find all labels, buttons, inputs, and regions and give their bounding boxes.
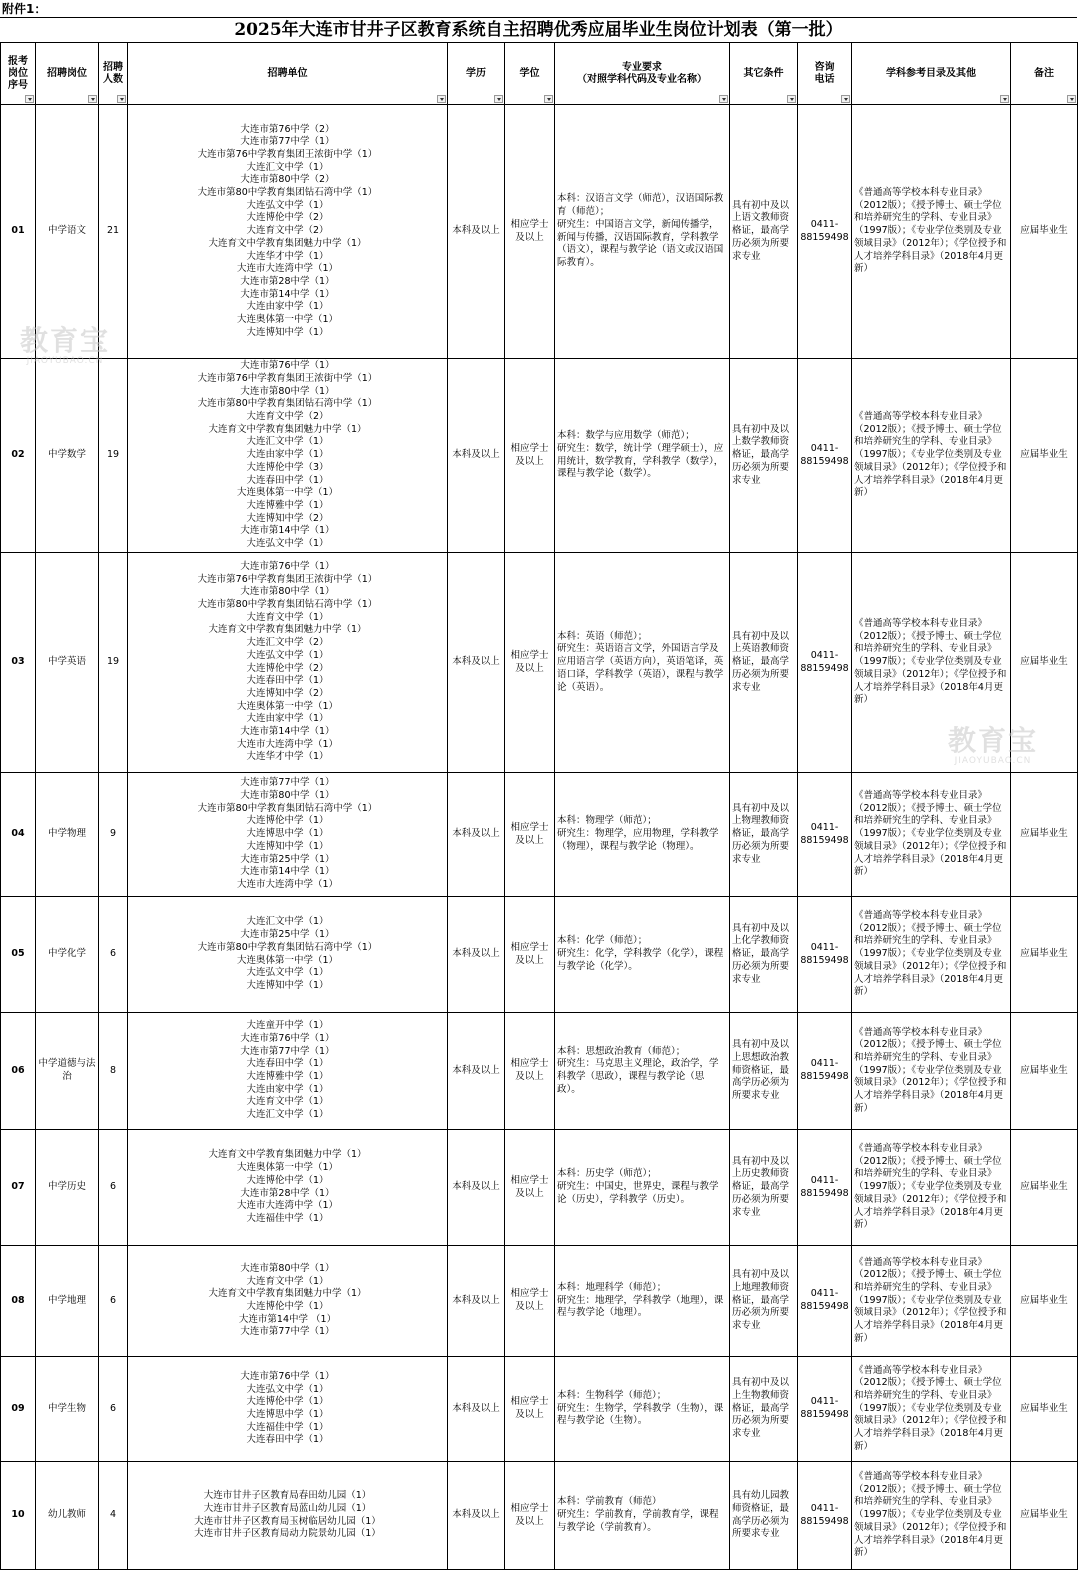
- cell-major: 本科：学前教育（师范） 研究生：学前教育，学前教育学，课程与教学论（学前教育）。: [555, 1462, 730, 1570]
- cell-education: 本科及以上: [448, 1357, 505, 1462]
- cell-post: 中学道德与法治: [36, 1013, 99, 1130]
- cell-phone: 0411-88159498: [798, 773, 852, 897]
- cell-remark: 应届毕业生: [1011, 1013, 1078, 1130]
- unit-item: 大连市甘井子区教育局春田幼儿园（1）: [203, 1490, 372, 1502]
- cell-degree: 相应学士及以上: [505, 1013, 555, 1130]
- unit-item: 大连汇文中学（1）: [246, 1109, 329, 1121]
- table-row: [1, 553, 1078, 773]
- unit-item: 大连福佳中学（1）: [246, 1421, 329, 1433]
- cell-units: [128, 1246, 448, 1357]
- cell-other: 具有幼儿园教师资格证，最高学历必须为所要求专业: [730, 1462, 798, 1570]
- cell-units: [128, 1013, 448, 1130]
- cell-remark: 应届毕业生: [1011, 553, 1078, 773]
- header-seq-text: 报考 岗位 序号: [8, 55, 28, 91]
- unit-item: 大连市第76中学（2）: [240, 123, 335, 135]
- watermark-brand: 教育宝: [20, 324, 111, 357]
- unit-item: 大连奥体第一中学（1）: [236, 314, 339, 326]
- cell-other: 具有初中及以上思想政治教师资格证，最高学历必须为所要求专业: [730, 1013, 798, 1130]
- unit-item: 大连汇文中学（1）: [246, 916, 329, 928]
- unit-item: 大连市第76中学教育集团王浓街中学（1）: [197, 148, 378, 160]
- header-remark-text: 备注: [1034, 67, 1054, 79]
- header-count: [99, 43, 128, 105]
- unit-item: 大连市第14中学（1）: [240, 726, 335, 738]
- cell-degree: 相应学士及以上: [505, 1357, 555, 1462]
- header-education-text: 学历: [466, 67, 486, 79]
- cell-remark: 应届毕业生: [1011, 1246, 1078, 1357]
- cell-other: 具有初中及以上语文教师资格证，最高学历必须为所要求专业: [730, 105, 798, 359]
- cell-seq: 10: [1, 1462, 36, 1570]
- cell-post: 中学语文: [36, 105, 99, 359]
- cell-other: 具有初中及以上地理教师资格证，最高学历必须为所要求专业: [730, 1246, 798, 1357]
- position-plan-table: [0, 42, 1078, 1570]
- unit-item: 大连市第14中学（1）: [240, 525, 335, 537]
- table-row: [1, 1246, 1078, 1357]
- unit-item: 大连弘文中学（1）: [246, 1383, 329, 1395]
- unit-item: 大连育文中学教育集团魅力中学（1）: [208, 1149, 367, 1161]
- unit-item: 大连弘文中学（1）: [246, 199, 329, 211]
- cell-education: 本科及以上: [448, 897, 505, 1013]
- cell-units: [128, 773, 448, 897]
- cell-count: 19: [99, 553, 128, 773]
- unit-item: 大连由家中学（1）: [246, 1083, 329, 1095]
- unit-item: 大连市第80中学教育集团钻石湾中学（1）: [197, 598, 378, 610]
- unit-item: 大连市第76中学（1）: [240, 1032, 335, 1044]
- unit-item: 大连华才中学（1）: [246, 250, 329, 262]
- unit-item: 大连育文中学教育集团魅力中学（1）: [208, 1288, 367, 1300]
- table-row: [1, 105, 1078, 359]
- table-row: [1, 1013, 1078, 1130]
- cell-other: 具有初中及以上历史教师资格证，最高学历必须为所要求专业: [730, 1130, 798, 1246]
- cell-ref: 《普通高等学校本科专业目录》（2012版）；《授予博士、硕士学位和培养研究生的学科、专业目录》（1997版）；《专业学位类别及专业领域目录》（2012年）；《学位授予和人才培养学科目录》（2018年4月更新）: [852, 897, 1011, 1013]
- unit-item: 大连市甘井子区教育局蓝山幼儿园（1）: [203, 1502, 372, 1514]
- unit-item: 大连奥体第一中学（1）: [236, 700, 339, 712]
- unit-item: 大连博知中学（1）: [246, 326, 329, 338]
- cell-degree: 相应学士及以上: [505, 359, 555, 553]
- cell-remark: 应届毕业生: [1011, 359, 1078, 553]
- cell-other: 具有初中及以上英语教师资格证，最高学历必须为所要求专业: [730, 553, 798, 773]
- cell-ref: 《普通高等学校本科专业目录》（2012版）；《授予博士、硕士学位和培养研究生的学科、专业目录》（1997版）；《专业学位类别及专业领域目录》（2012年）；《学位授予和人才培养学科目录》（2018年4月更新）: [852, 1130, 1011, 1246]
- unit-item: 大连春田中学（1）: [246, 474, 329, 486]
- cell-major: 本科：数学与应用数学（师范）； 研究生：数学，统计学（理学硕士），应用统计，数学教育，学科教学（数学），课程与教学论（数学）。: [555, 359, 730, 553]
- cell-units: [128, 1357, 448, 1462]
- unit-item: 大连弘文中学（1）: [246, 967, 329, 979]
- cell-post: 中学地理: [36, 1246, 99, 1357]
- cell-remark: 应届毕业生: [1011, 1462, 1078, 1570]
- header-phone-text: 咨询 电话: [814, 61, 835, 85]
- page-title: 2025年大连市甘井子区教育系统自主招聘优秀应届毕业生岗位计划表（第一批）: [0, 17, 1077, 43]
- cell-seq: 07: [1, 1130, 36, 1246]
- cell-phone: 0411-88159498: [798, 1462, 852, 1570]
- cell-seq: 04: [1, 773, 36, 897]
- unit-item: 大连博知中学（1）: [246, 840, 329, 852]
- unit-item: 大连博伦中学（1）: [246, 1174, 329, 1186]
- table-row: [1, 359, 1078, 553]
- cell-count: 6: [99, 1130, 128, 1246]
- watermark: [20, 326, 110, 366]
- unit-item: 大连育文中学（2）: [246, 225, 329, 237]
- unit-item: 大连博伦中学（3）: [246, 461, 329, 473]
- cell-count: 6: [99, 1246, 128, 1357]
- cell-major: 本科：汉语言文学（师范），汉语国际教育（师范）； 研究生：中国语言文学，新闻传播学，新闻与传播，汉语国际教育，学科教学（语文），课程与教学论（语文或汉语国际教育）。: [555, 105, 730, 359]
- filter-dropdown-icon[interactable]: [787, 95, 796, 103]
- cell-ref: 《普通高等学校本科专业目录》（2012版）；《授予博士、硕士学位和培养研究生的学科、专业目录》（1997版）；《专业学位类别及专业领域目录》（2012年）；《学位授予和人才培养学科目录》（2018年4月更新）: [852, 1013, 1011, 1130]
- unit-item: 大连市大连湾中学（1）: [236, 878, 339, 890]
- cell-degree: 相应学士及以上: [505, 773, 555, 897]
- filter-dropdown-icon[interactable]: [494, 95, 503, 103]
- unit-item: 大连育文中学（1）: [246, 611, 329, 623]
- cell-education: 本科及以上: [448, 1130, 505, 1246]
- filter-dropdown-icon[interactable]: [117, 95, 126, 103]
- attachment-label: 附件1：: [2, 2, 47, 16]
- table-row: [1, 773, 1078, 897]
- header-ref-text: 学科参考目录及其他: [886, 67, 976, 79]
- cell-ref: 《普通高等学校本科专业目录》（2012版）；《授予博士、硕士学位和培养研究生的学科、专业目录》（1997版）；《专业学位类别及专业领域目录》（2012年）；《学位授予和人才培养学科目录》（2018年4月更新）: [852, 553, 1011, 773]
- unit-item: 大连奥体第一中学（1）: [236, 1162, 339, 1174]
- unit-item: 大连春田中学（1）: [246, 1058, 329, 1070]
- cell-other: 具有初中及以上数学教师资格证，最高学历必须为所要求专业: [730, 359, 798, 553]
- filter-dropdown-icon[interactable]: [437, 95, 446, 103]
- cell-degree: 相应学士及以上: [505, 897, 555, 1013]
- cell-count: 8: [99, 1013, 128, 1130]
- unit-item: 大连市第80中学（1）: [240, 1262, 335, 1274]
- cell-units: [128, 359, 448, 553]
- header-degree-text: 学位: [519, 67, 540, 79]
- cell-remark: 应届毕业生: [1011, 1130, 1078, 1246]
- unit-item: 大连弘文中学（1）: [246, 649, 329, 661]
- cell-units: [128, 1130, 448, 1246]
- unit-item: 大连博知中学（2）: [246, 512, 329, 524]
- cell-major: 本科：生物科学（师范）； 研究生：生物学，学科教学（生物），课程与教学论（生物）。: [555, 1357, 730, 1462]
- header-education: [448, 43, 505, 105]
- cell-phone: 0411-88159498: [798, 553, 852, 773]
- unit-item: 大连市甘井子区教育局动力院景幼儿园（1）: [194, 1528, 381, 1540]
- cell-ref: 《普通高等学校本科专业目录》（2012版）；《授予博士、硕士学位和培养研究生的学科、专业目录》（1997版）；《专业学位类别及专业领域目录》（2012年）；《学位授予和人才培养学科目录》（2018年4月更新）: [852, 105, 1011, 359]
- unit-item: 大连由家中学（1）: [246, 713, 329, 725]
- unit-item: 大连育文中学（2）: [246, 411, 329, 423]
- unit-item: 大连汇文中学（2）: [246, 637, 329, 649]
- cell-seq: 09: [1, 1357, 36, 1462]
- cell-ref: 《普通高等学校本科专业目录》（2012版）；《授予博士、硕士学位和培养研究生的学科、专业目录》（1997版）；《专业学位类别及专业领域目录》（2012年）；《学位授予和人才培养学科目录》（2018年4月更新）: [852, 1462, 1011, 1570]
- unit-item: 大连市第77中学（1）: [240, 1326, 335, 1338]
- header-other: [730, 43, 798, 105]
- unit-item: 大连市甘井子区教育局玉树临居幼儿园（1）: [194, 1515, 381, 1527]
- unit-item: 大连市第76中学（1）: [240, 360, 335, 372]
- unit-item: 大连市第80中学（1）: [240, 586, 335, 598]
- unit-item: 大连市第76中学（1）: [240, 560, 335, 572]
- unit-item: 大连汇文中学（1）: [246, 161, 329, 173]
- header-count-text: 招聘 人数: [103, 61, 123, 85]
- unit-item: 大连市第77中学（1）: [240, 136, 335, 148]
- cell-major: 本科：地理科学（师范）； 研究生：地理学，学科教学（地理），课程与教学论（地理）。: [555, 1246, 730, 1357]
- cell-other: 具有初中及以上生物教师资格证，最高学历必须为所要求专业: [730, 1357, 798, 1462]
- unit-item: 大连育文中学教育集团魅力中学（1）: [208, 237, 367, 249]
- cell-ref: 《普通高等学校本科专业目录》（2012版）；《授予博士、硕士学位和培养研究生的学科、专业目录》（1997版）；《专业学位类别及专业领域目录》（2012年）；《学位授予和人才培养学科目录》（2018年4月更新）: [852, 1357, 1011, 1462]
- cell-education: 本科及以上: [448, 105, 505, 359]
- cell-other: 具有初中及以上物理教师资格证，最高学历必须为所要求专业: [730, 773, 798, 897]
- header-other-text: 其它条件: [743, 67, 784, 79]
- filter-dropdown-icon[interactable]: [544, 95, 553, 103]
- unit-item: 大连博伦中学（1）: [246, 1396, 329, 1408]
- cell-major: 本科：思想政治教育（师范）； 研究生：马克思主义理论，政治学，学科教学（思政），课程与教学论（思政）。: [555, 1013, 730, 1130]
- unit-item: 大连博雅中学（1）: [246, 1071, 329, 1082]
- unit-item: 大连由家中学（1）: [246, 449, 329, 461]
- filter-dropdown-icon[interactable]: [1067, 95, 1076, 103]
- cell-seq: 05: [1, 897, 36, 1013]
- cell-seq: 06: [1, 1013, 36, 1130]
- header-degree: [505, 43, 555, 105]
- cell-phone: 0411-88159498: [798, 1357, 852, 1462]
- cell-major: 本科：历史学（师范）； 研究生：中国史，世界史，课程与教学论（历史），学科教学（历史）。: [555, 1130, 730, 1246]
- cell-count: 6: [99, 1357, 128, 1462]
- cell-ref: 《普通高等学校本科专业目录》（2012版）；《授予博士、硕士学位和培养研究生的学科、专业目录》（1997版）；《专业学位类别及专业领域目录》（2012年）；《学位授予和人才培养学科目录》（2018年4月更新）: [852, 773, 1011, 897]
- unit-item: 大连博知中学（2）: [246, 687, 329, 699]
- cell-education: 本科及以上: [448, 773, 505, 897]
- unit-item: 大连奥体第一中学（1）: [236, 487, 339, 499]
- cell-education: 本科及以上: [448, 1462, 505, 1570]
- cell-post: 中学物理: [36, 773, 99, 897]
- cell-phone: 0411-88159498: [798, 1246, 852, 1357]
- cell-phone: 0411-88159498: [798, 1130, 852, 1246]
- unit-item: 大连市第80中学（2）: [240, 174, 335, 186]
- cell-phone: 0411-88159498: [798, 1013, 852, 1130]
- table-row: [1, 897, 1078, 1013]
- cell-post: 中学生物: [36, 1357, 99, 1462]
- cell-post: 中学化学: [36, 897, 99, 1013]
- unit-item: 大连博伦中学（2）: [246, 662, 329, 674]
- unit-item: 大连市第25中学（1）: [240, 929, 335, 941]
- cell-units: [128, 1462, 448, 1570]
- cell-education: 本科及以上: [448, 553, 505, 773]
- unit-item: 大连春田中学（1）: [246, 675, 329, 687]
- header-phone: [798, 43, 852, 105]
- unit-item: 大连博知中学（1）: [246, 979, 329, 991]
- cell-remark: 应届毕业生: [1011, 105, 1078, 359]
- cell-remark: 应届毕业生: [1011, 773, 1078, 897]
- cell-units: [128, 553, 448, 773]
- filter-dropdown-icon[interactable]: [88, 95, 97, 103]
- unit-item: 大连市第25中学（1）: [240, 853, 335, 865]
- cell-remark: 应届毕业生: [1011, 897, 1078, 1013]
- unit-item: 大连童开中学（1）: [246, 1020, 329, 1032]
- header-seq: [1, 43, 36, 105]
- unit-item: 大连市第80中学教育集团钻石湾中学（1）: [197, 802, 378, 814]
- cell-count: 4: [99, 1462, 128, 1570]
- header-major-text: 专业要求 （对照学科代码及专业名称）: [577, 61, 707, 85]
- unit-item: 大连市第77中学（1）: [240, 1045, 335, 1057]
- unit-item: 大连由家中学（1）: [246, 301, 329, 313]
- cell-degree: 相应学士及以上: [505, 1462, 555, 1570]
- header-remark: [1011, 43, 1078, 105]
- cell-post: 中学英语: [36, 553, 99, 773]
- unit-item: 大连市第80中学（1）: [240, 385, 335, 397]
- unit-item: 大连市第76中学教育集团王浓街中学（1）: [197, 573, 378, 585]
- unit-item: 大连春田中学（1）: [246, 1434, 329, 1446]
- header-post: [36, 43, 99, 105]
- unit-item: 大连市第80中学教育集团钻石湾中学（1）: [197, 398, 378, 410]
- unit-item: 大连博思中学（1）: [246, 1409, 329, 1420]
- unit-item: 大连市第14中学 （1）: [238, 1313, 337, 1325]
- unit-item: 大连市大连湾中学（1）: [236, 1200, 339, 1212]
- unit-item: 大连市大连湾中学（1）: [236, 738, 339, 750]
- filter-dropdown-icon[interactable]: [1000, 95, 1009, 103]
- unit-item: 大连市第28中学（1）: [240, 1187, 335, 1199]
- cell-count: 21: [99, 105, 128, 359]
- unit-item: 大连博伦中学（2）: [246, 212, 329, 224]
- cell-phone: 0411-88159498: [798, 897, 852, 1013]
- cell-ref: 《普通高等学校本科专业目录》（2012版）；《授予博士、硕士学位和培养研究生的学科、专业目录》（1997版）；《专业学位类别及专业领域目录》（2012年）；《学位授予和人才培养学科目录》（2018年4月更新）: [852, 359, 1011, 553]
- unit-item: 大连市第77中学（1）: [240, 777, 335, 789]
- cell-remark: 应届毕业生: [1011, 1357, 1078, 1462]
- table-row: [1, 1462, 1078, 1570]
- cell-count: 19: [99, 359, 128, 553]
- cell-degree: 相应学士及以上: [505, 1246, 555, 1357]
- unit-item: 大连育文中学（1）: [246, 1096, 329, 1108]
- unit-item: 大连华才中学（1）: [246, 751, 329, 763]
- cell-count: 6: [99, 897, 128, 1013]
- watermark: [948, 726, 1038, 766]
- unit-item: 大连育文中学教育集团魅力中学（1）: [208, 423, 367, 435]
- cell-seq: 02: [1, 359, 36, 553]
- unit-item: 大连育文中学（1）: [246, 1275, 329, 1287]
- watermark-domain: JIAOYUBAO.CN: [26, 356, 104, 366]
- watermark-brand: 教育宝: [948, 724, 1039, 757]
- cell-post: 中学历史: [36, 1130, 99, 1246]
- cell-units: [128, 897, 448, 1013]
- cell-post: 幼儿教师: [36, 1462, 99, 1570]
- cell-major: 本科：化学（师范）； 研究生：化学，学科教学（化学），课程与教学论（化学）。: [555, 897, 730, 1013]
- header-units: [128, 43, 448, 105]
- table-body: [1, 105, 1078, 1570]
- header-post-text: 招聘岗位: [47, 67, 87, 79]
- cell-education: 本科及以上: [448, 359, 505, 553]
- cell-seq: 08: [1, 1246, 36, 1357]
- cell-count: 9: [99, 773, 128, 897]
- unit-item: 大连育文中学教育集团魅力中学（1）: [208, 624, 367, 636]
- cell-major: 本科：英语（师范）； 研究生：英语语言文学，外国语言学及应用语言学（英语方向），英语笔译，英语口译，学科教学（英语），课程与教学论（英语）。: [555, 553, 730, 773]
- unit-item: 大连市第80中学教育集团钻石湾中学（1）: [197, 187, 378, 199]
- cell-post: 中学数学: [36, 359, 99, 553]
- filter-dropdown-icon[interactable]: [841, 95, 850, 103]
- cell-degree: 相应学士及以上: [505, 1130, 555, 1246]
- unit-item: 大连市大连湾中学（1）: [236, 263, 339, 275]
- unit-item: 大连博伦中学（1）: [246, 815, 329, 827]
- header-ref: [852, 43, 1011, 105]
- unit-item: 大连市第80中学教育集团钻石湾中学（1）: [197, 941, 378, 953]
- unit-item: 大连市第76中学教育集团王浓街中学（1）: [197, 372, 378, 384]
- unit-item: 大连博伦中学（1）: [246, 1301, 329, 1312]
- unit-item: 大连市第14中学（1）: [240, 866, 335, 878]
- filter-dropdown-icon[interactable]: [25, 95, 34, 103]
- watermark-domain: JIAOYUBAO.CN: [954, 756, 1032, 766]
- header-units-text: 招聘单位: [267, 67, 308, 79]
- cell-education: 本科及以上: [448, 1246, 505, 1357]
- cell-phone: 0411-88159498: [798, 359, 852, 553]
- unit-item: 大连弘文中学（1）: [246, 538, 329, 550]
- unit-item: 大连市第28中学（1）: [240, 275, 335, 287]
- cell-units: [128, 105, 448, 359]
- header-major: [555, 43, 730, 105]
- unit-item: 大连市第76中学（1）: [240, 1370, 335, 1382]
- unit-item: 大连市第80中学（1）: [240, 790, 335, 802]
- cell-seq: 01: [1, 105, 36, 359]
- cell-education: 本科及以上: [448, 1013, 505, 1130]
- unit-item: 大连博思中学（1）: [246, 828, 329, 840]
- cell-major: 本科：物理学（师范）； 研究生：物理学，应用物理，学科教学（物理），课程与教学论（物理）。: [555, 773, 730, 897]
- table-row: [1, 1357, 1078, 1462]
- cell-seq: 03: [1, 553, 36, 773]
- cell-degree: 相应学士及以上: [505, 553, 555, 773]
- table-row: [1, 1130, 1078, 1246]
- cell-other: 具有初中及以上化学教师资格证，最高学历必须为所要求专业: [730, 897, 798, 1013]
- unit-item: 大连奥体第一中学（1）: [236, 954, 339, 966]
- unit-item: 大连市第14中学（1）: [240, 288, 335, 300]
- cell-ref: 《普通高等学校本科专业目录》（2012版）；《授予博士、硕士学位和培养研究生的学科、专业目录》（1997版）；《专业学位类别及专业领域目录》（2012年）；《学位授予和人才培养学科目录》（2018年4月更新）: [852, 1246, 1011, 1357]
- cell-degree: 相应学士及以上: [505, 105, 555, 359]
- unit-item: 大连汇文中学（1）: [246, 436, 329, 448]
- filter-dropdown-icon[interactable]: [719, 95, 728, 103]
- cell-phone: 0411-88159498: [798, 105, 852, 359]
- unit-item: 大连博雅中学（1）: [246, 499, 329, 511]
- unit-item: 大连福佳中学（1）: [246, 1212, 329, 1224]
